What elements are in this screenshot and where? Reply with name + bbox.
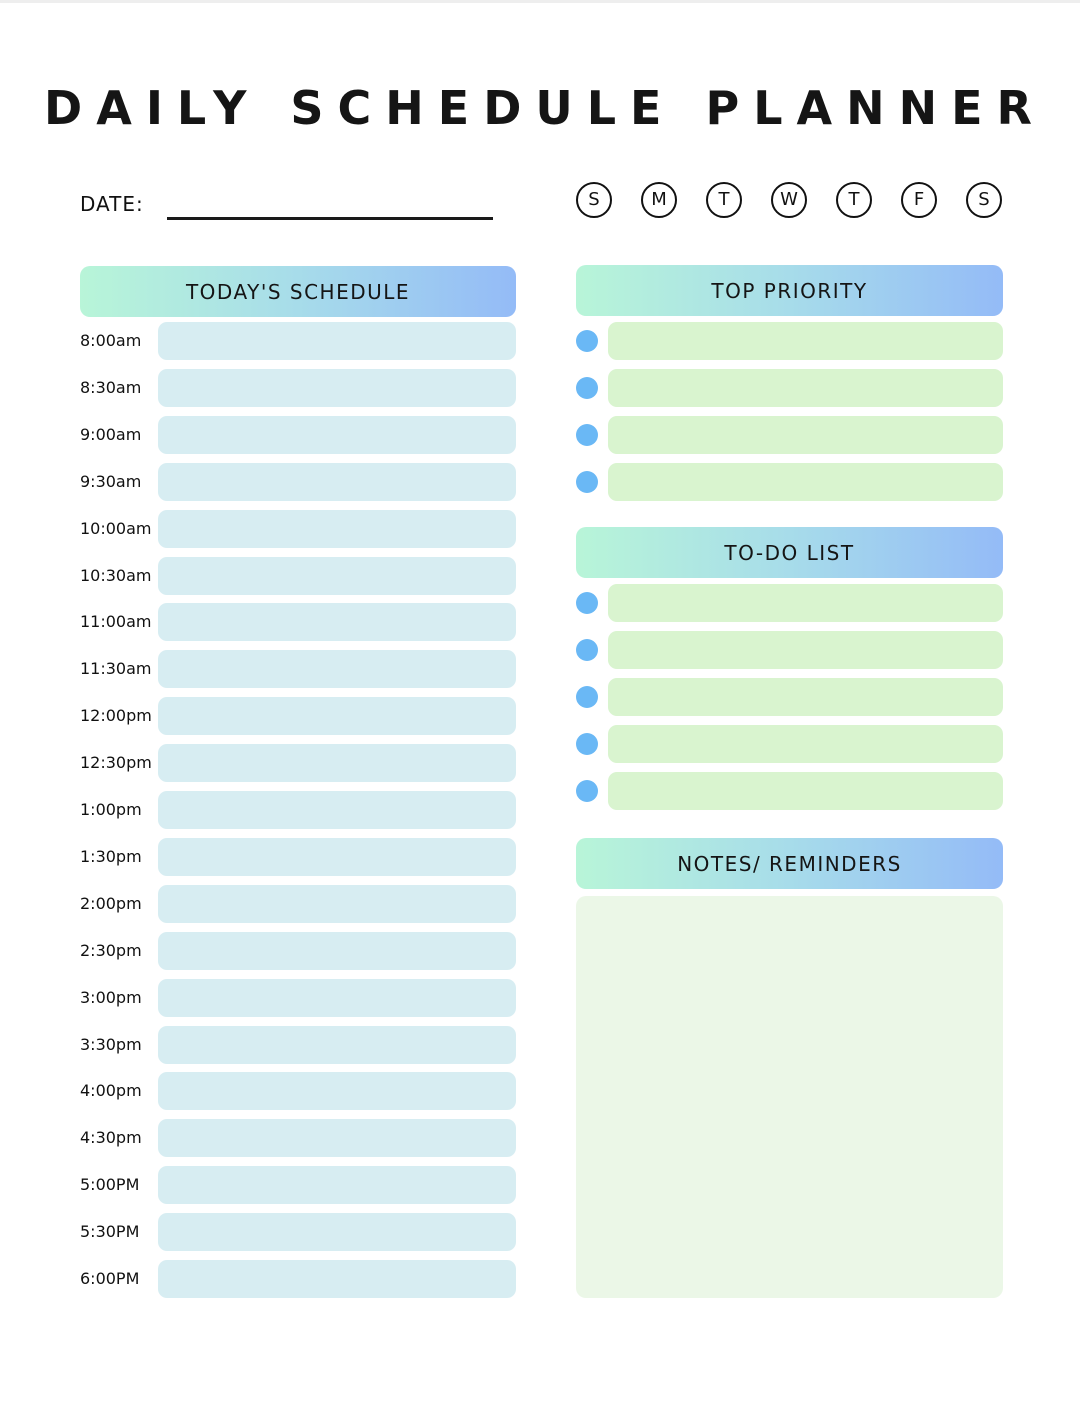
time-label: 2:00pm [80, 894, 142, 913]
schedule-slot[interactable] [158, 1072, 516, 1110]
weekday-monday[interactable]: M [641, 182, 677, 218]
schedule-slot[interactable] [158, 510, 516, 548]
time-label: 11:30am [80, 659, 152, 678]
priority-item[interactable] [608, 322, 1003, 360]
weekday-saturday[interactable]: S [966, 182, 1002, 218]
schedule-slot[interactable] [158, 650, 516, 688]
todo-bullet-icon [576, 639, 598, 661]
todo-item[interactable] [608, 678, 1003, 716]
priority-bullet-icon [576, 377, 598, 399]
time-label: 8:30am [80, 378, 142, 397]
schedule-slot[interactable] [158, 932, 516, 970]
notes-header: NOTES/ REMINDERS [576, 838, 1003, 889]
todo-bullet-icon [576, 733, 598, 755]
time-label: 10:00am [80, 519, 152, 538]
schedule-slot[interactable] [158, 557, 516, 595]
time-label: 4:00pm [80, 1081, 142, 1100]
time-label: 11:00am [80, 612, 152, 631]
schedule-slot[interactable] [158, 1166, 516, 1204]
schedule-slot[interactable] [158, 744, 516, 782]
notes-area[interactable] [576, 896, 1003, 1298]
time-label: 12:30pm [80, 753, 152, 772]
todo-bullet-icon [576, 592, 598, 614]
time-label: 12:00pm [80, 706, 152, 725]
schedule-slot[interactable] [158, 463, 516, 501]
page-title: DAILY SCHEDULE PLANNER [44, 81, 1046, 135]
schedule-slot[interactable] [158, 791, 516, 829]
schedule-slot[interactable] [158, 416, 516, 454]
weekday-thursday[interactable]: T [836, 182, 872, 218]
schedule-slot[interactable] [158, 1119, 516, 1157]
todo-item[interactable] [608, 725, 1003, 763]
schedule-slot[interactable] [158, 369, 516, 407]
date-input-line[interactable] [167, 217, 493, 220]
schedule-slot[interactable] [158, 1260, 516, 1298]
time-label: 5:00PM [80, 1175, 140, 1194]
top-border-strip [0, 0, 1080, 3]
top-priority-header: TOP PRIORITY [576, 265, 1003, 316]
todo-bullet-icon [576, 686, 598, 708]
schedule-slot[interactable] [158, 1026, 516, 1064]
schedule-slot[interactable] [158, 1213, 516, 1251]
todo-bullet-icon [576, 780, 598, 802]
time-label: 1:00pm [80, 800, 142, 819]
priority-bullet-icon [576, 330, 598, 352]
todo-header: TO-DO LIST [576, 527, 1003, 578]
weekday-sunday[interactable]: S [576, 182, 612, 218]
time-label: 8:00am [80, 331, 142, 350]
weekday-friday[interactable]: F [901, 182, 937, 218]
priority-item[interactable] [608, 369, 1003, 407]
time-label: 9:00am [80, 425, 142, 444]
todo-item[interactable] [608, 772, 1003, 810]
time-label: 3:00pm [80, 988, 142, 1007]
schedule-slot[interactable] [158, 838, 516, 876]
schedule-slot[interactable] [158, 979, 516, 1017]
todo-item[interactable] [608, 631, 1003, 669]
time-label: 2:30pm [80, 941, 142, 960]
schedule-header: TODAY'S SCHEDULE [80, 266, 516, 317]
schedule-slot[interactable] [158, 697, 516, 735]
time-label: 5:30PM [80, 1222, 140, 1241]
time-label: 9:30am [80, 472, 142, 491]
priority-item[interactable] [608, 463, 1003, 501]
priority-bullet-icon [576, 424, 598, 446]
time-label: 4:30pm [80, 1128, 142, 1147]
priority-bullet-icon [576, 471, 598, 493]
todo-item[interactable] [608, 584, 1003, 622]
time-label: 1:30pm [80, 847, 142, 866]
time-label: 6:00PM [80, 1269, 140, 1288]
time-label: 10:30am [80, 566, 152, 585]
time-label: 3:30pm [80, 1035, 142, 1054]
weekday-wednesday[interactable]: W [771, 182, 807, 218]
date-label: DATE: [80, 192, 144, 216]
schedule-slot[interactable] [158, 322, 516, 360]
weekday-tuesday[interactable]: T [706, 182, 742, 218]
priority-item[interactable] [608, 416, 1003, 454]
schedule-slot[interactable] [158, 885, 516, 923]
schedule-slot[interactable] [158, 603, 516, 641]
